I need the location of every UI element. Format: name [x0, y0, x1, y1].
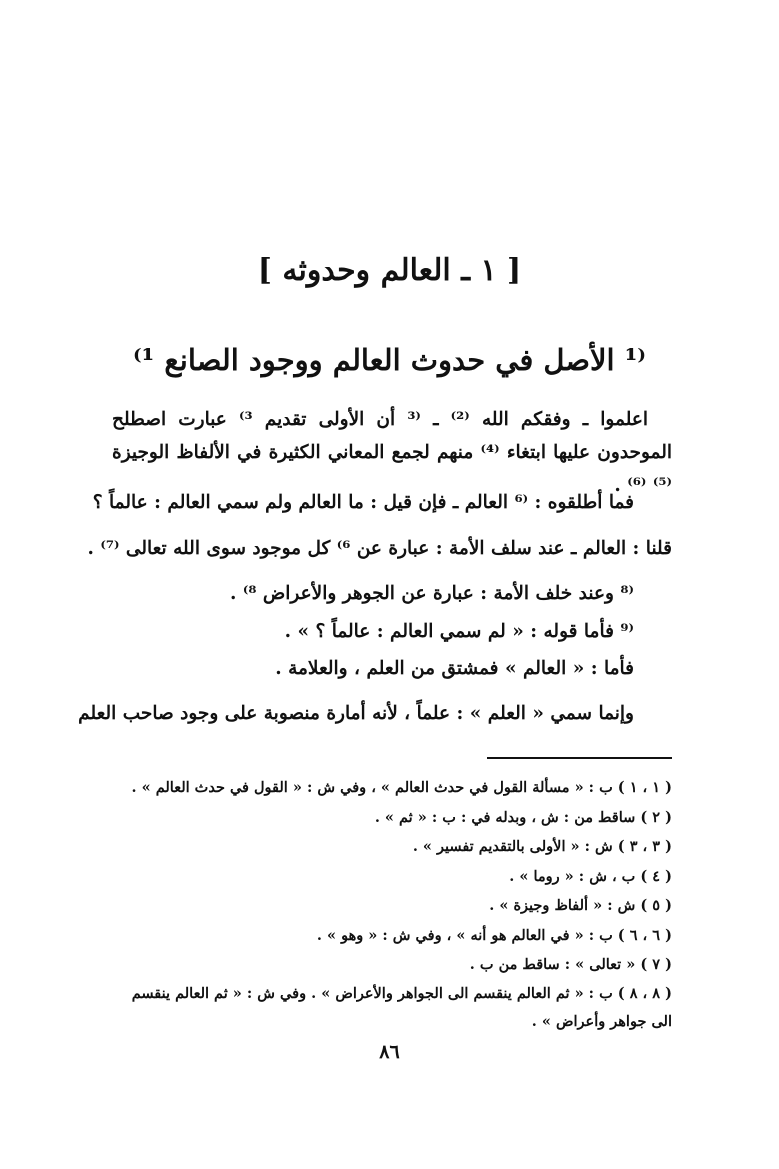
- footnote-2: ( ٢ ) ساقط من : ش ، وبدله في : ب : « ثم » .: [374, 808, 672, 826]
- section-title: ⁽¹ الأصل في حدوث العالم ووجود الصانع ¹⁾: [132, 343, 647, 377]
- footnote-5: ( ٥ ) ش : « ألفاظ وجيزة » .: [489, 897, 672, 914]
- intro-paragraph: اعلموا ـ وفقكم الله ⁽²⁾ ـ ⁽³ أن الأولى تقديم ³⁾ عبارت اصطلح الموحدون عليها ابتغاء ⁽⁴⁾ منهم لجمع المعاني الكثيرة في الألفاظ الوجيزة ⁽⁵⁾ ⁽⁶⁾ .: [112, 409, 672, 496]
- question-line: فما أطلقوه : ⁽⁶ العالم ـ فإن قيل : ما العالم ولم سمي العالم : عالماً ؟: [92, 492, 634, 513]
- footnote-3: ( ٣ ، ٣ ) ش : « الأولى بالتقديم تفسير » .: [412, 838, 672, 855]
- footnote-divider: [487, 757, 672, 759]
- chapter-title: [ ١ ـ العالم وحدوثه ]: [257, 253, 522, 288]
- later-definition-line: ⁽⁸ وعند خلف الأمة : عبارة عن الجوهر والأعراض ⁸⁾ .: [229, 583, 634, 604]
- saying-line: ⁽⁹ فأما قوله : « لم سمي العالم : عالماً ؟ » .: [284, 621, 634, 642]
- footnote-1: ( ١ ، ١ ) ب : « مسألة القول في حدث العالم » ، وفي ش : « القول في حدث العالم » .: [131, 779, 672, 796]
- footnote-8: ( ٨ ، ٨ ) ب : « ثم العالم ينقسم الى الجواهر والأعراض » . وفي ش : « ثم العالم ينقسم الى جواهر وأعراض » .: [131, 984, 672, 1030]
- naming-line: وإنما سمي « العلم » : علماً ، لأنه أمارة منصوبة على وجود صاحب العلم: [78, 703, 634, 724]
- footnote-4: ( ٤ ) ب ، ش : « روما » .: [509, 867, 672, 885]
- footnote-6: ( ٦ ، ٦ ) ب : « في العالم هو أنه » ، وفي ش : « وهو » .: [316, 926, 672, 944]
- footnotes: [112, 773, 672, 1036]
- page-number: ٨٦: [379, 1041, 400, 1063]
- footnote-7: ( ٧ ) « تعالى » : ساقط من ب .: [469, 956, 672, 973]
- answer-line: قلنا : العالم ـ عند سلف الأمة : عبارة عن ⁶⁾ كل موجود سوى الله تعالى ⁽⁷⁾ .: [87, 538, 672, 559]
- derivation-line: فأما : « العالم » فمشتق من العلم ، والعلامة .: [275, 658, 634, 679]
